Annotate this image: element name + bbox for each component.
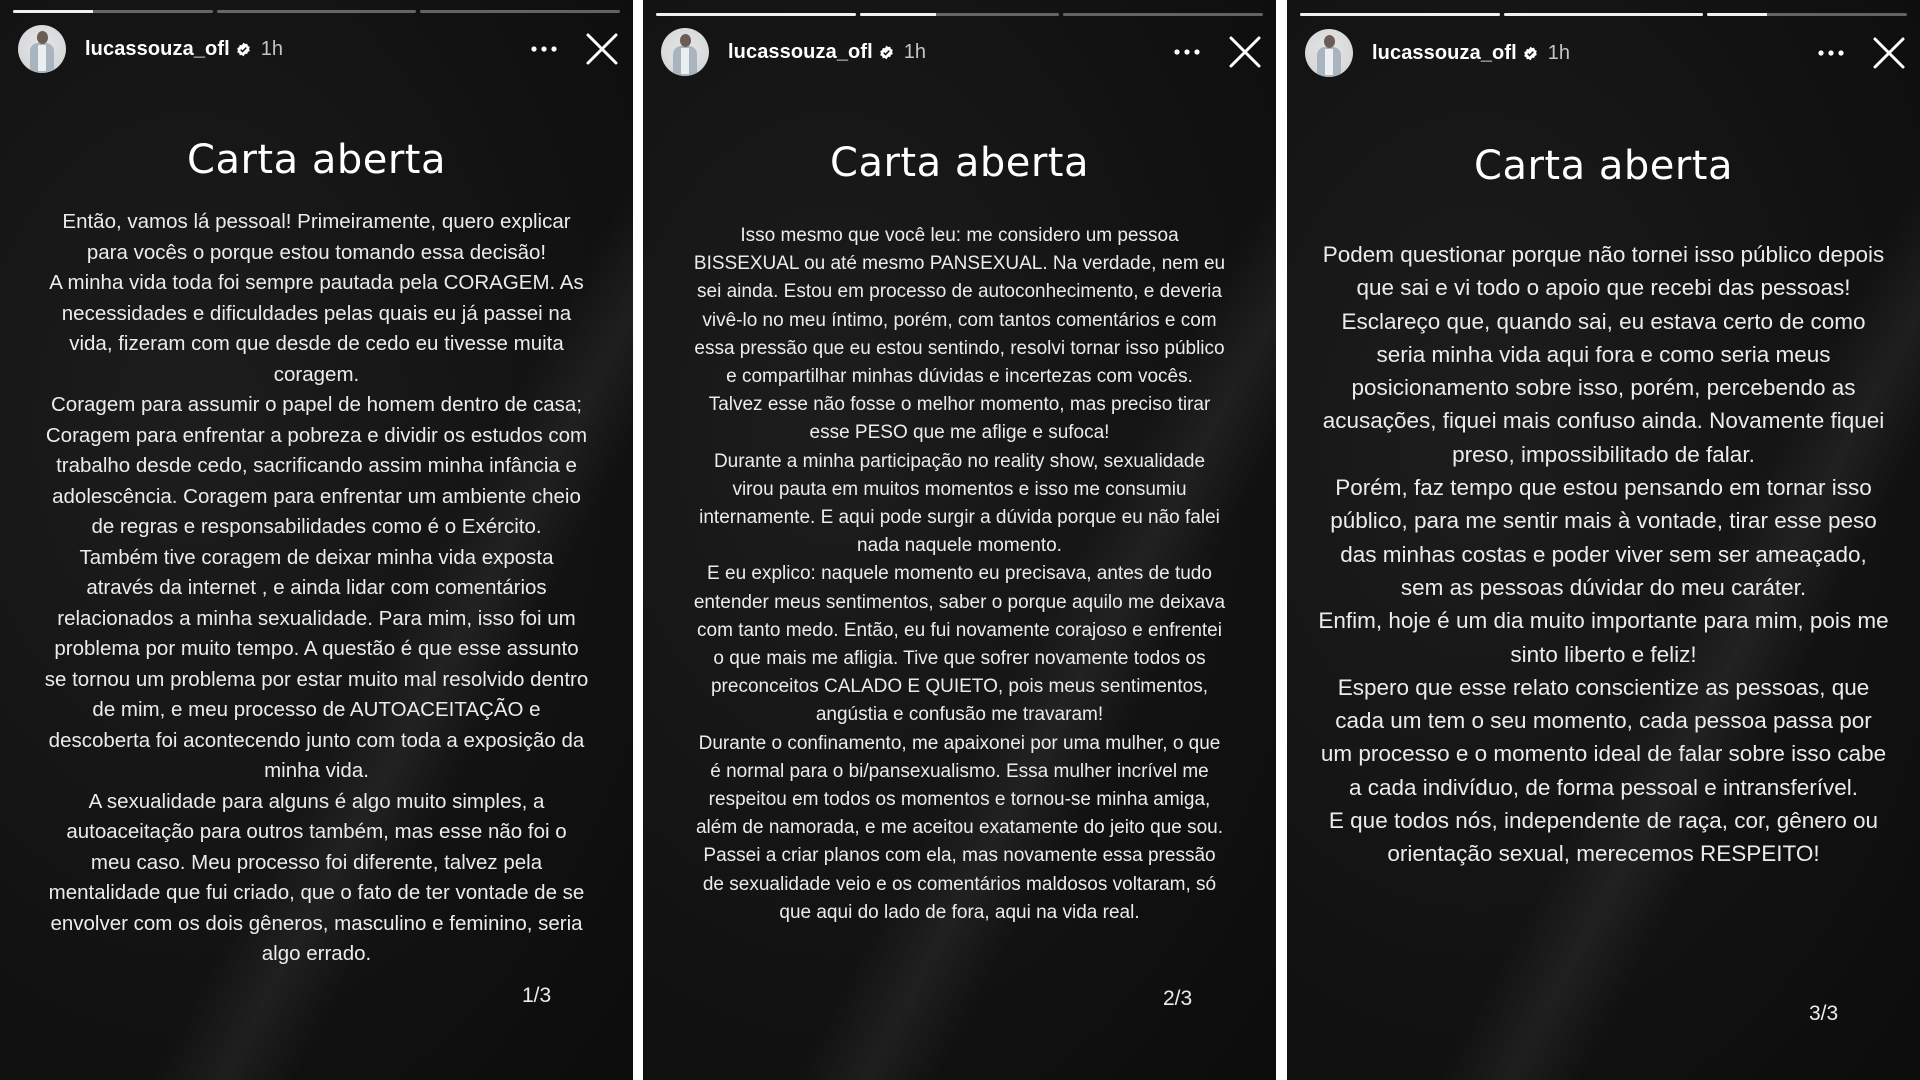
progress-segment-1 — [1300, 13, 1500, 16]
text-line: essa pressão que eu estou sentindo, resolvi tornar isso público — [694, 337, 1225, 359]
text-line: Então, vamos lá pessoal! Primeiramente, quero explicar — [62, 210, 571, 233]
more-options-icon — [531, 46, 557, 52]
text-line: Também tive coragem de deixar minha vida exposta — [79, 545, 554, 569]
verified-badge-icon — [879, 45, 894, 60]
text-line: orientação sexual, merecemos RESPEITO! — [1387, 841, 1820, 867]
text-line: Enfim, hoje é um dia muito importante para mim, pois me — [1318, 608, 1889, 634]
page-counter: 2/3 — [1163, 987, 1193, 1010]
text-line: de mim, e meu processo de AUTOACEITAÇÃO e — [92, 698, 541, 721]
text-line: Espero que esse relato conscientize as pessoas, que — [1337, 674, 1870, 700]
text-line: cada um tem o seu momento, cada pessoa passa por — [1335, 708, 1872, 734]
text-line: posicionamento sobre isso, porém, percebendo as — [1351, 375, 1856, 401]
more-options-button[interactable] — [529, 34, 559, 64]
text-line: preconceitos CALADO E QUIETO, pois meus sentimentos, — [710, 676, 1208, 698]
text-line: meu caso. Meu processo foi diferente, talvez pela — [90, 850, 543, 874]
text-line: angústia e confusão me travaram! — [815, 704, 1104, 726]
text-line: relacionados a minha sexualidade. Para mim, isso foi um — [57, 606, 576, 630]
text-line: respeitou em todos os momentos e tornou-se minha amiga, — [708, 789, 1211, 811]
text-line: Esclareço que, quando sai, eu estava certo de como — [1341, 308, 1866, 334]
story-panel-3[interactable] — [1287, 0, 1920, 1080]
story-progress-bar — [1300, 13, 1907, 16]
text-line: seria minha vida aqui fora e como seria meus — [1376, 341, 1831, 367]
story-panel-2[interactable] — [643, 0, 1276, 1080]
story-title: Carta aberta — [187, 137, 446, 183]
text-line: público, para me sentir mais à vontade, tirar esse peso — [1330, 508, 1877, 534]
text-line: sem as pessoas dúvidar do meu caráter. — [1400, 574, 1807, 600]
text-line: Talvez esse não fosse o melhor momento, mas preciso tirar — [708, 394, 1211, 416]
text-line: sei ainda. Estou em processo de autoconhecimento, e deveria — [697, 281, 1222, 303]
text-line: de sexualidade veio e os comentários maldosos voltaram, só — [702, 873, 1217, 895]
text-line: mentalidade que fui criado, que o fato de ter vontade de se — [48, 881, 585, 904]
text-line: entender meus sentimentos, saber o porque aquilo me deixava — [693, 591, 1226, 613]
text-line: necessidades e dificuldades pelas quais eu já passei na — [61, 301, 572, 325]
text-line: nada naquele momento. — [857, 535, 1062, 557]
verified-badge-icon — [236, 42, 251, 57]
text-line: Coragem para assumir o papel de homem dentro de casa; — [50, 393, 582, 416]
text-line: Porém, faz tempo que estou pensando em tornar isso — [1335, 475, 1872, 501]
text-line: vida, fizeram com que desde de cedo eu tivesse muita — [69, 332, 564, 355]
text-line: Podem questionar porque não tornei isso público depois — [1322, 242, 1885, 267]
text-line: coragem. — [273, 362, 360, 386]
text-line: esse PESO que me aflige e sufoca! — [809, 422, 1110, 444]
story-header — [18, 24, 619, 74]
text-line: virou pauta em muitos momentos e isso me consumiu — [732, 478, 1187, 500]
text-line: acusações, fiquei mais confuso ainda. Novamente fiquei — [1322, 408, 1885, 434]
text-line: que sai e vi todo o apoio que recebi das pessoas! — [1356, 275, 1851, 301]
text-line: além de namorada, e me aceitou exatamente do jeito que sou. — [695, 817, 1224, 839]
text-line: através da internet , e ainda lidar com comentários — [86, 576, 547, 599]
story-body — [0, 207, 633, 970]
progress-segment-1 — [13, 10, 213, 13]
text-line: BISSEXUAL ou até mesmo PANSEXUAL. Na verdade, nem eu — [693, 253, 1226, 275]
progress-segment-3 — [1063, 13, 1263, 16]
text-line: que aqui do lado de fora, aqui na vida real. — [779, 901, 1140, 923]
text-line: de regras e responsabilidades como é o Exército. — [91, 515, 542, 538]
text-line: Isso mesmo que você leu: me considero um pessoa — [740, 225, 1179, 246]
text-line: algo errado. — [261, 942, 372, 965]
story-progress-bar — [13, 10, 620, 13]
story-title: Carta aberta — [1474, 143, 1733, 189]
progress-segment-2 — [217, 10, 417, 13]
avatar[interactable] — [661, 28, 709, 76]
progress-segment-3 — [1707, 13, 1907, 16]
text-line: E que todos nós, independente de raça, cor, gênero ou — [1328, 808, 1879, 834]
page-counter: 1/3 — [522, 984, 552, 1007]
story-body — [1287, 238, 1920, 871]
progress-segment-2 — [860, 13, 1060, 16]
text-line: Durante o confinamento, me apaixonei por uma mulher, o que — [698, 732, 1221, 754]
text-line: descoberta foi acontecendo junto com toda a exposição da — [48, 728, 585, 752]
username[interactable]: lucassouza_ofl — [85, 37, 230, 60]
story-title: Carta aberta — [830, 140, 1089, 186]
more-options-icon — [1818, 50, 1844, 56]
progress-segment-2 — [1504, 13, 1704, 16]
more-options-button[interactable] — [1172, 37, 1202, 67]
close-icon[interactable] — [1228, 35, 1262, 69]
text-line: minha vida. — [264, 759, 369, 782]
story-header — [1305, 28, 1906, 78]
progress-segment-3 — [420, 10, 620, 13]
text-line: Passei a criar planos com ela, mas novamente essa pressão — [703, 845, 1216, 867]
post-time: 1h — [903, 40, 927, 63]
text-line: é normal para o bi/pansexualismo. Essa mulher incrível me — [710, 760, 1209, 782]
text-line: das minhas costas e poder viver sem ser ameaçado, — [1340, 541, 1867, 567]
avatar[interactable] — [18, 25, 66, 73]
text-line: Coragem para enfrentar a pobreza e dividir os estudos com — [45, 423, 588, 447]
text-line: internamente. E aqui pode surgir a dúvida porque eu não falei — [699, 507, 1220, 529]
story-body — [643, 222, 1276, 927]
text-line: vivê-lo no meu íntimo, porém, com tantos comentários e com — [702, 309, 1217, 331]
text-line: para vocês o porque estou tomando essa decisão! — [86, 240, 547, 264]
more-options-button[interactable] — [1816, 38, 1846, 68]
username[interactable]: lucassouza_ofl — [1372, 41, 1517, 64]
close-icon[interactable] — [1872, 36, 1906, 70]
text-line: se tornou um problema por estar muito mal resolvido dentro — [44, 667, 589, 691]
text-line: com tanto medo. Então, eu fui novamente corajoso e enfrentei — [697, 619, 1222, 641]
text-line: o que mais me afligia. Tive que sofrer novamente todos os — [713, 648, 1206, 670]
text-line: a cada indivíduo, de forma pessoal e intransferível. — [1348, 774, 1859, 800]
text-line: um processo e o momento ideal de falar sobre isso cabe — [1320, 741, 1887, 767]
avatar[interactable] — [1305, 29, 1353, 77]
text-line: E eu explico: naquele momento eu precisava, antes de tudo — [707, 563, 1212, 585]
text-line: e compartilhar minhas dúvidas e incertezas com vocês. — [726, 366, 1193, 388]
page-counter: 3/3 — [1809, 1002, 1839, 1025]
progress-segment-1 — [656, 13, 856, 16]
verified-badge-icon — [1523, 46, 1538, 61]
text-line: trabalho desde cedo, sacrificando assim minha infância e — [56, 454, 577, 477]
text-line: problema por muito tempo. A questão é que esse assunto — [54, 637, 579, 660]
text-line: sinto liberto e feliz! — [1510, 641, 1697, 667]
story-header — [661, 27, 1262, 77]
text-line: autoaceitação para outros também, mas esse não foi o — [66, 820, 567, 843]
text-line: A minha vida toda foi sempre pautada pela CORAGEM. As — [49, 271, 584, 294]
post-time: 1h — [260, 37, 284, 60]
more-options-icon — [1174, 49, 1200, 55]
text-line: Durante a minha participação no reality show, sexualidade — [713, 450, 1206, 472]
text-line: preso, impossibilitado de falar. — [1452, 441, 1755, 467]
post-time: 1h — [1547, 41, 1571, 64]
story-progress-bar — [656, 13, 1263, 16]
text-line: adolescência. Coragem para enfrentar um ambiente cheio — [52, 484, 581, 508]
text-line: envolver com os dois gêneros, masculino e feminino, seria — [50, 911, 583, 935]
text-line: A sexualidade para alguns é algo muito simples, a — [88, 789, 545, 813]
username[interactable]: lucassouza_ofl — [728, 40, 873, 63]
close-icon[interactable] — [585, 32, 619, 66]
story-panel-1[interactable] — [0, 0, 633, 1080]
